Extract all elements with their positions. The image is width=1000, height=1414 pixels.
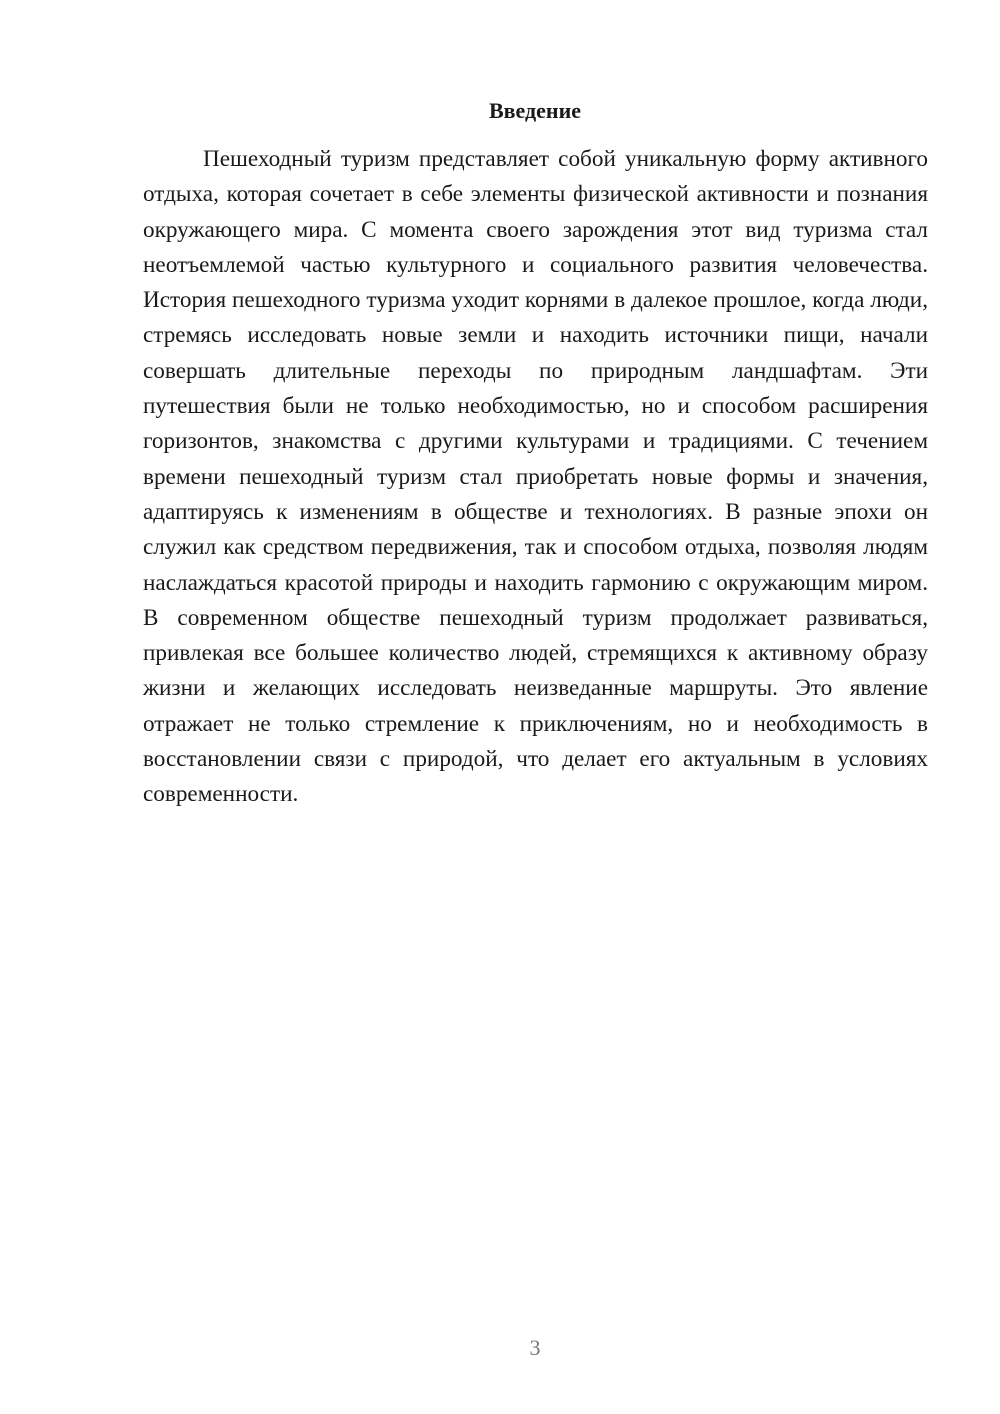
page-number: 3 xyxy=(529,1335,541,1360)
body-paragraph: Пешеходный туризм представляет собой уникальную форму активного отдыха, которая сочетает в себе элементы физической активности и познания окружающего мира. С момента своего зарождения этот вид туризма стал неотъемлемой частью культурного и социального развития человечества. История пешеходного туризма уходит корнями в далекое прошлое, когда люди, стремясь исследовать новые земли и находить источники пищи, начали совершать длительные переходы по природным ландшафтам. Эти путешествия были не только необходимостью, но и способом расширения горизонтов, знакомства с другими культурами и традициями. С течением времени пешеходный туризм стал приобретать новые формы и значения, адаптируясь к изменениям в обществе и технологиях. В разные эпохи он служил как средством передвижения, так и способом отдыха, позволяя людям наслаждаться красотой природы и находить гармонию с окружающим миром. В современном обществе пешеходный туризм продолжает развиваться, привлекая все большее количество людей, стремящихся к активному образу жизни и желающих исследовать неизведанные маршруты. Это явление отражает не только стремление к приключениям, но и необходимость в восстановлении связи с природой, что делает его актуальным в условиях современности. xyxy=(143,146,928,808)
section-heading: Введение xyxy=(488,98,582,123)
